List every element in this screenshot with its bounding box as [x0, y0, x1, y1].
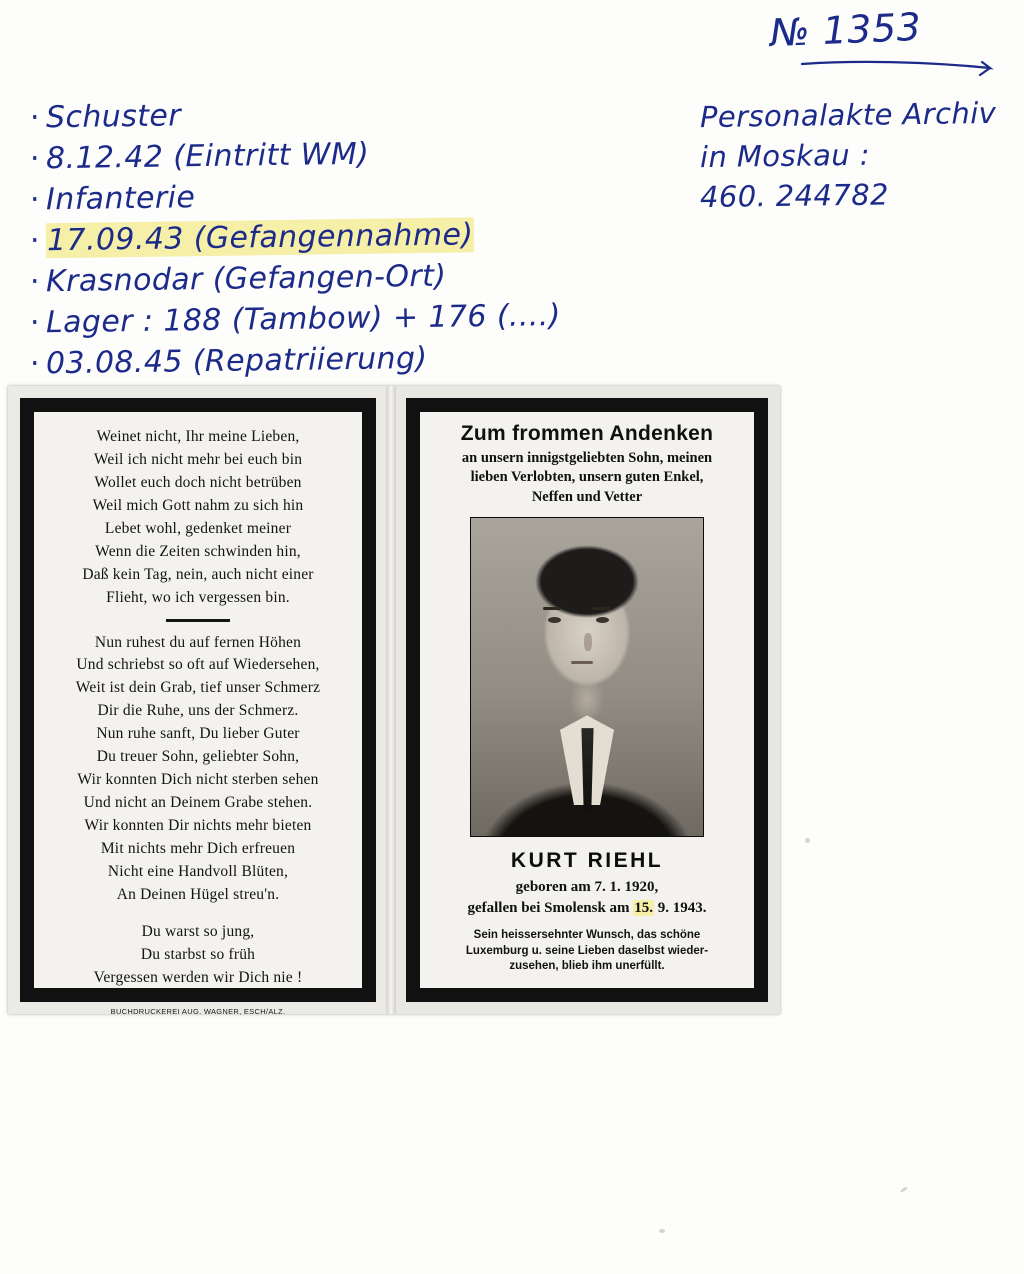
verse-line: Vergessen werden wir Dich nie ! [93, 968, 303, 986]
archive-notes-left [30, 96, 670, 383]
verse-line: Und nicht an Deinem Grabe stehen. [83, 794, 313, 812]
verse-line: Nun ruhest du auf fernen Höhen [94, 633, 302, 651]
printer-imprint [44, 1006, 352, 1017]
verse-stanza-1 [44, 426, 352, 610]
memorial-title: Zum frommen Andenken [460, 422, 714, 445]
verse-line: An Deinen Hügel streu'n. [116, 885, 280, 903]
verse-text [44, 426, 352, 1017]
archive-note-line: · Schuster [29, 98, 182, 136]
verse-line: Weil ich nicht mehr bei euch bin [93, 450, 303, 468]
portrait-eye-left [548, 617, 561, 623]
archive-note-line: 460. 244782 [699, 177, 890, 215]
card-left-leaf [8, 386, 388, 1014]
memorial-subtitle [432, 449, 742, 507]
scan-speck [659, 1229, 665, 1233]
portrait-eye-right [596, 617, 609, 623]
verse-line: Dir die Ruhe, uns der Schmerz. [97, 702, 299, 720]
portrait-photo [470, 517, 704, 837]
archive-note-line: · Lager : 188 (Tambow) + 176 (....) [29, 298, 562, 341]
verse-line: Du warst so jung, [141, 922, 255, 940]
portrait-nose [584, 633, 592, 651]
portrait-mouth [571, 661, 593, 664]
archive-reference-underline [800, 58, 1000, 84]
archive-note-line: in Moskau : [699, 137, 871, 175]
verse-line: Weit ist dein Grab, tief unser Schmerz [75, 679, 321, 697]
memorial-subtitle-line: lieben Verlobten, unsern guten Enkel, [470, 469, 704, 486]
death-line-prefix: gefallen bei Smolensk am [467, 900, 634, 917]
card-right-leaf [388, 386, 780, 1014]
memorial-subtitle-line: Neffen und Vetter [531, 488, 643, 505]
verse-line: Und schriebst so oft auf Wiedersehen, [76, 656, 320, 674]
verse-line: Mit nichts mehr Dich erfreuen [100, 839, 296, 857]
scan-speck [805, 838, 810, 843]
left-leaf-frame [20, 398, 376, 1016]
archive-reference-number: № 1353 [769, 4, 923, 56]
verse-line: Nicht eine Handvoll Blüten, [107, 862, 289, 880]
memorial-subtitle-line: an unsern innigstgeliebten Sohn, meinen [461, 450, 713, 466]
verse-line: Wenn die Zeiten schwinden hin, [95, 542, 301, 560]
portrait-brow-left [543, 607, 561, 610]
memorial-footer-line: zusehen, blieb ihm unerfüllt. [509, 959, 665, 972]
portrait-brow-right [592, 607, 610, 610]
deceased-name: KURT RIEHL [510, 849, 664, 873]
death-day-highlight: 15. [634, 900, 654, 917]
memorial-dates [432, 877, 742, 919]
archive-note-line-highlighted: · 17.09.43 (Gefangennahme) [29, 217, 474, 259]
memorial-card [8, 386, 780, 1014]
verse-line: Wollet euch doch nicht betrüben [94, 473, 302, 491]
memorial-footer-line: Luxemburg u. seine Lieben daselbst wieder- [465, 944, 709, 957]
archive-notes-right [699, 95, 997, 218]
memorial-footer [432, 928, 742, 974]
verse-divider [166, 619, 230, 622]
birth-line: geboren am 7. 1. 1920, [515, 879, 659, 896]
verse-line: Wir konnten Dich nicht sterben sehen [77, 771, 319, 789]
archive-note-line: · 03.08.45 (Repatriierung) [29, 340, 428, 382]
death-line [432, 898, 742, 919]
archive-note-line: · 8.12.42 (Eintritt WM) [29, 136, 370, 177]
verse-line: Flieht, wo ich vergessen bin. [106, 588, 290, 606]
death-line-suffix: 9. 1943. [654, 900, 707, 917]
verse-line: Nun ruhe sanft, Du lieber Guter [96, 725, 300, 743]
archive-note-line: Personalakte Archiv [699, 95, 997, 135]
scan-speck [900, 1186, 908, 1193]
verse-line: Wir konnten Dir nichts mehr bieten [84, 817, 312, 834]
archive-note-line: · Infanterie [29, 180, 196, 218]
printer-imprint-text: BUCHDRUCKEREI AUG. WAGNER, ESCH/ALZ. [110, 1006, 286, 1016]
verse-stanza-3 [44, 921, 352, 990]
verse-line: Du treuer Sohn, geliebter Sohn, [96, 748, 300, 766]
archive-note-line: · Krasnodar (Gefangen-Ort) [29, 258, 447, 300]
memorial-footer-line: Sein heissersehnter Wunsch, das schöne [473, 929, 701, 942]
verse-line: Weinet nicht, Ihr meine Lieben, [96, 428, 300, 445]
verse-line: Daß kein Tag, nein, auch nicht einer [82, 565, 314, 583]
right-leaf-frame [406, 398, 768, 1002]
verse-stanza-2 [44, 632, 352, 907]
verse-line: Lebet wohl, gedenket meiner [104, 519, 292, 537]
verse-line: Weil mich Gott nahm zu sich hin [92, 496, 304, 514]
verse-line: Du starbst so früh [140, 945, 256, 963]
